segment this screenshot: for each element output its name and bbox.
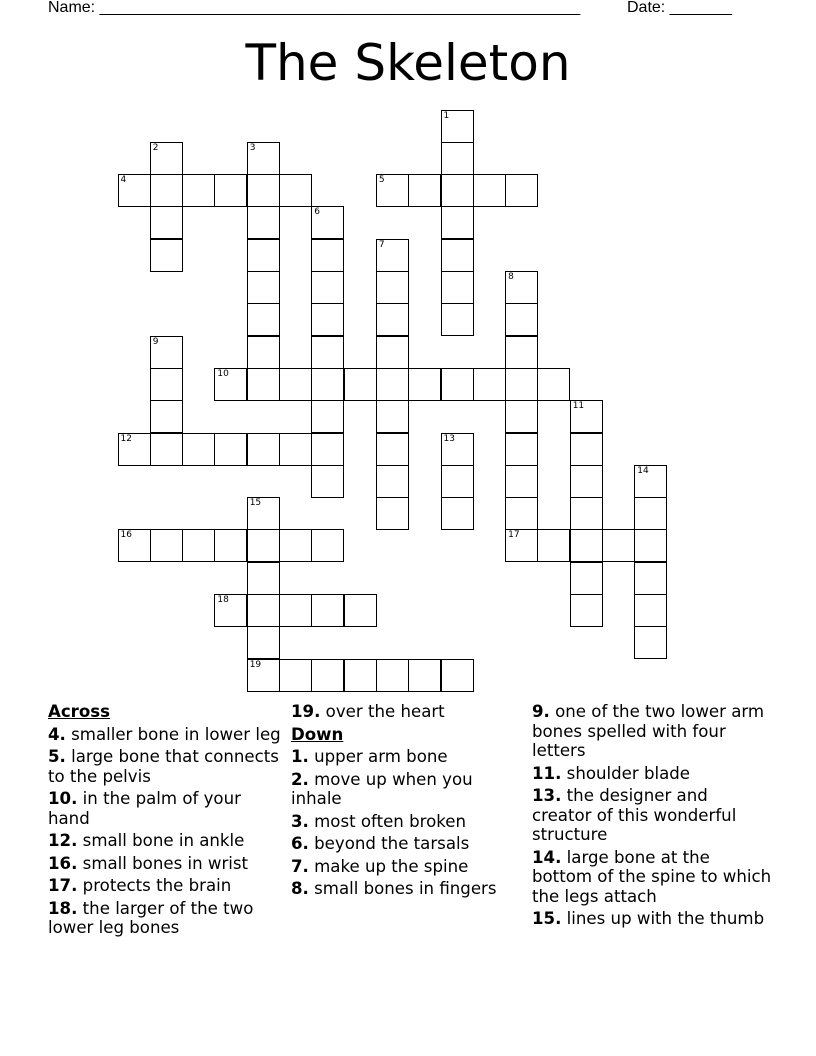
grid-cell[interactable]: [505, 303, 538, 336]
clue-number: 11: [572, 401, 585, 412]
grid-cell[interactable]: [441, 433, 474, 466]
grid-cell[interactable]: [570, 400, 603, 433]
clue-number: 18: [217, 595, 229, 605]
grid-cell[interactable]: [408, 659, 441, 692]
grid-cell[interactable]: [279, 368, 312, 401]
clue-across-19: 19. over the heart: [291, 702, 445, 721]
grid-cell[interactable]: [247, 497, 280, 530]
grid-cell[interactable]: [602, 529, 635, 562]
grid-cell[interactable]: [441, 142, 474, 175]
grid-cell[interactable]: [570, 594, 603, 627]
clue-column-2: [291, 702, 526, 902]
grid-cell[interactable]: [376, 303, 409, 336]
grid-cell[interactable]: [214, 594, 247, 627]
clue-number: 15: [249, 498, 262, 509]
grid-cell[interactable]: [150, 368, 183, 401]
name-line[interactable]: Name: ______________________________________________________: [48, 0, 581, 16]
clue-down-6: 6. beyond the tarsals: [291, 834, 470, 853]
grid-cell[interactable]: [634, 529, 667, 562]
grid-cell[interactable]: [279, 594, 312, 627]
clue-number: 9: [152, 336, 159, 347]
grid-cell[interactable]: [441, 239, 474, 272]
grid-cell[interactable]: [311, 206, 344, 239]
grid-cell[interactable]: [505, 271, 538, 304]
grid-cell[interactable]: [247, 368, 280, 401]
grid-cell[interactable]: [537, 529, 570, 562]
grid-cell[interactable]: [118, 529, 151, 562]
grid-cell[interactable]: [634, 626, 667, 659]
clue-down-1: 1. upper arm bone: [291, 747, 448, 766]
clue-across-17: 17. protects the brain: [48, 876, 232, 895]
grid-cell[interactable]: [214, 529, 247, 562]
clue-number: 12: [120, 433, 132, 444]
grid-cell[interactable]: [505, 336, 538, 369]
grid-cell[interactable]: [247, 336, 280, 369]
grid-cell[interactable]: [505, 400, 538, 433]
grid-cell[interactable]: [344, 594, 377, 627]
clue-number: 6: [314, 207, 321, 218]
grid-cell[interactable]: [634, 497, 667, 530]
clue-across-18: 18. the larger of the two lower leg bones: [48, 898, 254, 937]
grid-cell[interactable]: [570, 529, 603, 562]
down-heading: Down: [291, 724, 344, 744]
grid-cell[interactable]: [570, 465, 603, 498]
grid-cell[interactable]: [376, 465, 409, 498]
grid-cell[interactable]: [311, 271, 344, 304]
grid-cell[interactable]: [311, 465, 344, 498]
clue-number: 10: [217, 368, 229, 379]
grid-cell[interactable]: [376, 239, 409, 272]
grid-cell[interactable]: [376, 368, 409, 401]
grid-cell[interactable]: [247, 433, 280, 466]
grid-cell[interactable]: [150, 400, 183, 433]
clue-number: 2: [152, 142, 159, 153]
grid-cell[interactable]: [441, 303, 474, 336]
grid-cell[interactable]: [441, 206, 474, 239]
grid-cell[interactable]: [118, 174, 151, 207]
grid-cell[interactable]: [150, 336, 183, 369]
clue-column-3: [532, 702, 772, 932]
grid-cell[interactable]: [505, 465, 538, 498]
clue-number: 13: [443, 433, 455, 444]
clue-number: 4: [120, 175, 127, 186]
grid-cell[interactable]: [473, 174, 506, 207]
grid-cell[interactable]: [150, 174, 183, 207]
date-line[interactable]: Date: _______: [627, 0, 732, 16]
grid-cell[interactable]: [247, 303, 280, 336]
grid-cell[interactable]: [634, 562, 667, 595]
grid-cell[interactable]: [279, 174, 312, 207]
grid-cell[interactable]: [505, 529, 538, 562]
grid-cell[interactable]: [376, 336, 409, 369]
grid-cell[interactable]: [118, 433, 151, 466]
grid-cell[interactable]: [441, 497, 474, 530]
grid-cell[interactable]: [311, 239, 344, 272]
clue-down-3: 3. most often broken: [291, 811, 466, 831]
grid-cell[interactable]: [150, 239, 183, 272]
grid-cell[interactable]: [279, 659, 312, 692]
clue-across-12: 12. small bone in ankle: [48, 831, 245, 850]
grid-cell[interactable]: [311, 529, 344, 562]
clue-down-8: 8. small bones in fingers: [291, 879, 497, 898]
clue-number: 14: [637, 465, 649, 476]
grid-cell[interactable]: [634, 594, 667, 627]
clue-across-5: 5. large bone that connects to the pelvis: [48, 747, 279, 786]
grid-cell[interactable]: [247, 142, 280, 175]
grid-cell[interactable]: [505, 174, 538, 207]
grid-cell[interactable]: [311, 400, 344, 433]
grid-cell[interactable]: [376, 433, 409, 466]
clue-down-2: 2. move up when you inhale: [291, 769, 473, 808]
grid-cell[interactable]: [311, 594, 344, 627]
grid-cell[interactable]: [150, 206, 183, 239]
grid-cell[interactable]: [441, 174, 474, 207]
grid-cell[interactable]: [344, 368, 377, 401]
grid-cell[interactable]: [376, 400, 409, 433]
clue-down-13: 13. the designer and creator of this wonderful structure: [532, 786, 737, 844]
grid-cell[interactable]: [182, 433, 215, 466]
clue-number: 1: [443, 110, 450, 121]
clue-across-4: 4. smaller bone in lower leg: [48, 724, 281, 744]
grid-cell[interactable]: [182, 529, 215, 562]
grid-cell[interactable]: [279, 529, 312, 562]
clue-down-7: 7. make up the spine: [291, 856, 469, 876]
clue-number: 8: [508, 272, 514, 282]
grid-cell[interactable]: [376, 174, 409, 207]
grid-cell[interactable]: [505, 497, 538, 530]
clue-down-14: 14. large bone at the bottom of the spine to which the legs attach: [532, 847, 772, 906]
clue-number: 5: [378, 175, 385, 186]
grid-cell[interactable]: [634, 465, 667, 498]
grid-cell[interactable]: [214, 174, 247, 207]
grid-cell[interactable]: [441, 368, 474, 401]
grid-cell[interactable]: [247, 271, 280, 304]
grid-cell[interactable]: [376, 497, 409, 530]
grid-cell[interactable]: [473, 368, 506, 401]
clue-across-16: 16. small bones in wrist: [48, 853, 249, 873]
grid-cell[interactable]: [441, 659, 474, 692]
puzzle-title: The Skeleton: [245, 34, 571, 92]
grid-cell[interactable]: [441, 110, 474, 143]
grid-cell[interactable]: [570, 433, 603, 466]
grid-cell[interactable]: [570, 497, 603, 530]
grid-cell[interactable]: [311, 368, 344, 401]
grid-cell[interactable]: [505, 368, 538, 401]
clue-number: 7: [378, 239, 385, 250]
clue-number: 17: [508, 530, 520, 541]
grid-cell[interactable]: [247, 529, 280, 562]
grid-cell[interactable]: [214, 433, 247, 466]
clue-column-1: [48, 702, 283, 941]
clue-down-11: 11. shoulder blade: [532, 763, 691, 783]
grid-cell[interactable]: [441, 271, 474, 304]
grid-cell[interactable]: [150, 142, 183, 175]
grid-cell[interactable]: [505, 433, 538, 466]
clue-number: 16: [120, 530, 132, 541]
grid-cell[interactable]: [311, 433, 344, 466]
grid-cell[interactable]: [311, 659, 344, 692]
grid-cell[interactable]: [376, 659, 409, 692]
grid-cell[interactable]: [214, 368, 247, 401]
grid-cell[interactable]: [376, 271, 409, 304]
clue-down-9: 9. one of the two lower arm bones spelled with four letters: [532, 702, 765, 760]
grid-cell[interactable]: [247, 239, 280, 272]
across-heading: Across: [48, 702, 111, 721]
grid-cell[interactable]: [247, 594, 280, 627]
clue-number: 3: [249, 142, 256, 153]
grid-cell[interactable]: [182, 174, 215, 207]
grid-cell[interactable]: [247, 626, 280, 659]
grid-cell[interactable]: [570, 562, 603, 595]
grid-cell[interactable]: [408, 174, 441, 207]
grid-cell[interactable]: [247, 206, 280, 239]
clue-number: 19: [249, 659, 262, 670]
grid-cell[interactable]: [247, 562, 280, 595]
grid-cell[interactable]: [247, 174, 280, 207]
clue-across-10: 10. in the palm of your hand: [48, 789, 241, 828]
grid-cell[interactable]: [247, 659, 280, 692]
grid-cell[interactable]: [537, 368, 570, 401]
grid-cell[interactable]: [279, 433, 312, 466]
grid-cell[interactable]: [311, 336, 344, 369]
grid-cell[interactable]: [344, 659, 377, 692]
grid-cell[interactable]: [150, 529, 183, 562]
grid-cell[interactable]: [408, 368, 441, 401]
clue-down-15: 15. lines up with the thumb: [532, 909, 765, 928]
grid-cell[interactable]: [311, 303, 344, 336]
grid-cell[interactable]: [150, 433, 183, 466]
grid-cell[interactable]: [441, 465, 474, 498]
